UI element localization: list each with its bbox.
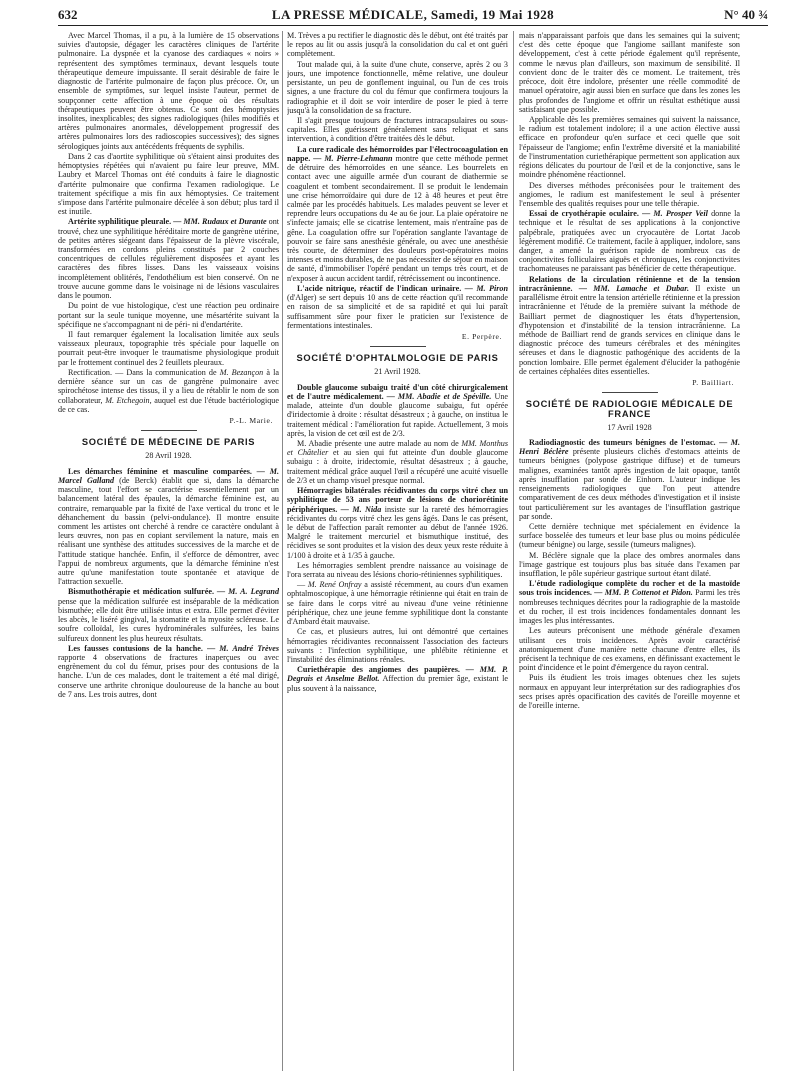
article-entry — [287, 284, 508, 330]
section-heading: SOCIÉTÉ D'OPHTALMOLOGIE DE PARIS — [296, 353, 499, 364]
article-title: Double glaucome subaigu traité d'un côté chirurgicalement et de l'autre médicalement. — [287, 382, 508, 401]
article-entry — [287, 665, 508, 693]
paragraph: Cette dernière technique met spécialement en évidence la surface bosselée des tumeurs et leur base plus ou moins pédiculée (tumeur bénigne) ou large, sessile (tumeurs malignes). — [519, 521, 740, 550]
article-authors: — M. Piron — [464, 283, 508, 293]
column-1 — [58, 31, 279, 1071]
article-title: Radiodiagnostic des tumeurs bénignes de l'estomac. — [529, 437, 716, 447]
separator — [370, 346, 426, 347]
paragraph: Il faut remarquer également la localisation limitée aux seuls vaisseaux pleuraux, topographie très spéciale pour laquelle on pourrait peut-être invoquer le traumatisme physiologique produit par le frottement continuel des 2 feuillets pleuraux. — [58, 330, 279, 367]
article-authors: — M. Pierre-Lehmann — [313, 153, 393, 163]
article-authors: — MM. Rudaux et Durante — [173, 217, 267, 227]
rectification-text: — Dans la communication de — [112, 367, 220, 377]
paragraph: Applicable dès les premières semaines qui suivent la naissance, le radium est totalement indolore; il a une action élective aussi efficace en profondeur qu'en surface et ceci quelle que soit l'épaisseur de l'angiome; enfin l'extrême diversité et la maniabilité de l'instrumentation curiethérapique permettent son application aux régions délicates du pourtour de l'œil et de la conjonctive, sans le moindre phénomène réactionnel. — [519, 114, 740, 180]
paragraph: Dans 2 cas d'aortite syphilitique où s'étaient ainsi produites des hémoptysies répétées qui n'avaient pu faire leur preuve, MM. Laubry et Marcel Thomas ont été conduits à faire le diagnostic d'artérite pulmonaire que confirma l'examen radiologique. Le traitement spécifique a mis fin aux hémoptysies. Ce traitement s'impose dans l'artérite pulmonaire décelée à son début; plus tard il est inutile. — [58, 151, 279, 217]
author-name: M. Bezançon — [219, 367, 264, 377]
article-authors: — MM. P. Degrais et Anselme Bellot. — [287, 665, 508, 684]
article-authors: — M. Marcel Galland — [58, 466, 279, 485]
signature: E. Perpère. — [461, 332, 502, 341]
paragraph: Des diverses méthodes préconisées pour le traitement des angiomes, le radium est manifestement le seul à présenter l'ensemble des qualités requises pour une telle thérapie. — [519, 180, 740, 208]
rectification-note — [58, 368, 279, 414]
paragraph: Tout malade qui, à la suite d'une chute, conserve, après 2 ou 3 jours, une impotence fonctionnelle, même relative, une douleur persistante, un peu de gonflement inguinal, ou l'un de ces trois signes, a une fracture du col du fémur que confirmera toujours la radiographie et il doit se voir interdire de poser le pied à terre jusqu'à la consolidation de sa fracture. — [287, 59, 508, 115]
rectification-text: , auquel est due l'étude bactériologique de ce cas. — [58, 395, 279, 414]
separator — [141, 430, 197, 431]
column-3 — [519, 31, 740, 1071]
paragraph: Puis ils étudient les trois images obtenues chez les sujets normaux en appuyant leur interprétation sur des radiographies d'os secs prises après opacification des cavités de l'oreille moyenne et de l'oreille interne. — [519, 673, 740, 711]
section-date: 17 Avril 1928 — [607, 422, 652, 432]
article-body: (d'Alger) se sert depuis 10 ans de cette réaction qu'il recommande en raison de sa simplicité et de sa rapidité et qui lui paraît suffisamment sûre pour fixer le praticien sur l'existence de fermentations intestinales. — [287, 293, 508, 330]
paragraph-text: M. Abadie présente une autre malade au nom de — [297, 438, 462, 448]
paragraph: M. Béclère signale que la place des ombres anormales dans l'image gastrique est toujours plus bas située dans l'examen par insufflation, le pôle supérieur gastrique surtout étant dilaté. — [519, 550, 740, 579]
column-divider — [513, 31, 514, 1071]
author-name: M. René Onfray — [307, 580, 362, 590]
column-2 — [287, 31, 508, 1071]
author-name: MM. Monthus et Châtelier — [287, 438, 508, 458]
header-rule — [58, 25, 768, 26]
article-title: Relations de la circulation rétinienne et de la tension intracrânienne. — [519, 274, 740, 293]
rectification-text: à la dernière séance sur un cas de gangrène pulmonaire avec spirochétose intense des tissus, il y a lieu de rétablir le nom de son collaborateur, — [58, 367, 279, 405]
article-entry — [287, 145, 508, 283]
article-body: Affection du premier âge, existant le plus souvent à la naissance, — [287, 674, 508, 693]
article-body: présente plusieurs clichés d'estomacs atteints de tumeurs bénignes (polypose gastrique diffuse) et de tumeurs malignes, examinées tantôt après ingestion de lait opaque, tantôt après insufflation par sonde de Einhorn. L'auteur indique les renseignements radiologiques que l'on peut attendre comparativement de ces deux méthodes d'investigation et il insiste tout particulièrement sur les avantages de l'insufflation gastrique par sonde. — [519, 447, 740, 521]
paragraph-text: — — [297, 580, 308, 590]
article-title: La cure radicale des hémorroïdes par l'électrocoagulation en nappe. — [287, 144, 508, 163]
paragraph: Les hémorragies semblent prendre naissance au voisinage de l'ora serrata au niveau des lésions chorio-rétiniennes syphilitiques. — [287, 560, 508, 580]
article-entry — [58, 467, 279, 587]
article-body: Il existe un parallélisme étroit entre la tension artérielle rétinienne et la pression intracrânienne et l'étude de la première suivant la méthode de Bailliart permet de diagnostiquer les états d'hypertension, d'hypotension et d'instabilité de la tension intracrânienne. La méthode de Bailliart rend de grands services en clinique dans le diagnostic précoce des tumeurs cérébrales et des méningites séreuses et dans le diagnostic pathogénique des accidents de la ponction lombaire. Elle permet également d'élucider la pathogénie de certaines céphalées dites essentielles. — [519, 283, 740, 376]
article-entry — [519, 579, 740, 625]
rectification-label: Rectification. — [68, 367, 112, 377]
paragraph-text: et au sien qui fut atteinte d'un double glaucome subaigu : à droite, iridectomie, résultat désastreux ; à gauche, traitement médical grâce auquel l'œil a récupéré une acuité visuelle de 2/3 et un champ visuel presque normal. — [287, 448, 508, 485]
paragraph — [287, 439, 508, 485]
article-entry — [58, 217, 279, 300]
paragraph: mais n'apparaissant parfois que dans les semaines qui la suivent; c'est dès cette époque que l'angiome saillant manifeste son développement, c'est à cette période également qu'il représente, comme le nævus plan d'ailleurs, son maximum de sensibilité. Il convient donc de le traiter dès ce moment. Le traitement, très précoce, doit être indolore, présenter une réelle commodité de manuel opératoire, agir aussi bien en surface que dans les zones les plus profondes de l'angiome et offrir un résultat esthétique aussi satisfaisant que possible. — [519, 31, 740, 114]
article-title: Les démarches féminine et masculine comparées. — [68, 466, 252, 476]
article-entry — [287, 383, 508, 438]
article-entry — [58, 587, 279, 642]
signature: P.-L. Marie. — [229, 415, 273, 425]
page-number: 632 — [58, 7, 78, 22]
article-body: donne la technique et le résultat de ses applications à la conjonctive palpébrale, pratiquées avec un cryocautère de Lortat Jacob légèrement modifié. Ce traitement, facile à appliquer, indolore, sans danger, a amené la guérison rapide de nombreux cas de conjonctivites folliculaires aiguës et chroniques, les conjonctivites trachomateuses ne paraissant pas bénéficier de cette thérapeutique. — [519, 209, 740, 274]
article-body: pense que la médication sulfurée est inséparable de la médication bismuthée; elle doit être utilisée intus et extra. Elle permet d'éviter les abcès, le liséré gingival, la stomatite et la myosite scléreuse. Le soufre colloïdal, les cures hydrominérales sulfurées, les bains sulfureux donnent les plus heureux résultats. — [58, 596, 279, 643]
article-authors: — M. A. Legrand — [217, 587, 279, 597]
article-title: Bismuthothérapie et médication sulfurée. — [68, 587, 215, 597]
paragraph: Du point de vue histologique, c'est une réaction peu ordinaire portant sur la seule tunique moyenne, une mésartérite suivant la spécifique ne s'accompagnant ni de péri- ni d'endartérite. — [58, 301, 279, 329]
article-body: rapporte 4 observations de fractures inaperçues ou avec engrènement du col du fémur, prises pour des contusions de la hanche. L'un de ces malades, dont le traitement a été mal dirigé, conserve une arthrite chronique douloureuse de la hanche au bout de 7 ans. Les trois autres, dont — [58, 653, 279, 699]
article-entry — [519, 209, 740, 274]
article-entry — [519, 275, 740, 376]
article-authors: — M. Henri Béclère — [519, 437, 740, 457]
author-name: M. Etchegoin — [105, 395, 150, 405]
section-date: 21 Avril 1928. — [374, 367, 421, 377]
article-body: montre que cette méthode permet de détruire des hémorroïdes en une séance. Les bourrelets en contact avec une aiguille armée d'un courant de diathermie se coagulent et tombent secondairement. Il se produit le lendemain une crise hémorroïdaire qui dure de 12 à 48 heures et peut être calmée par les procédés habituels. Les malades peuvent se lever et reprendre leurs occupations du 4e au 6e jour. La plaie opératoire ne s'infecte jamais; elle se cicatrise lentement, mais n'entraîne pas de gêne. La coagulation offre sur l'opération sanglante l'avantage de pouvoir se faire sans anesthésie générale, ou avec une anesthésie très courte, de déterminer des douleurs post-opératoires moins intenses et moins durables, de ne pas nécessiter de séjour en maison de santé, d'immobiliser l'opéré pendant un temps très court, et de n'exposer à aucun accident tardif, rétrécissement ou incontinence. — [287, 153, 508, 283]
paragraph: Ce cas, et plusieurs autres, lui ont démontré que certaines hémorragies récidivantes reconnaissent l'association des facteurs suivants : l'infection syphilitique, une phlébite rétinienne et l'instabilité des éliminations rénales. — [287, 627, 508, 664]
article-title: Les fausses contusions de la hanche. — [68, 643, 203, 653]
section-date: 28 Avril 1928. — [145, 451, 192, 461]
paragraph: M. Trèves a pu rectifier le diagnostic dès le début, ont été traités par le repos au lit ou assis jusqu'à la consolidation du cal et ont guéri complètement. — [287, 31, 508, 59]
article-authors: — MM. Lamache et Dubar. — [578, 283, 689, 293]
issue-number: N° 40 ¾ — [724, 7, 768, 22]
signature: P. Bailliart. — [692, 378, 734, 388]
paragraph: Il s'agit presque toujours de fractures intracapsulaires ou sous-capitales. Elles guérissent généralement sans reliquat et sans intervention, à condition d'être traitées dès le début. — [287, 115, 508, 144]
article-title: Artérite syphilitique pleurale. — [68, 217, 172, 227]
article-authors: — M. Prosper Veil — [642, 209, 708, 219]
article-body: Parmi les très nombreuses techniques décrites pour la radiographie de la mastoïde et du rocher, il est trois incidences fondamentales donnant les images les plus intéressantes. — [519, 588, 740, 626]
article-title: L'acide nitrique, réactif de l'indican urinaire. — [297, 283, 462, 293]
section-heading: SOCIÉTÉ DE MÉDECINE DE PARIS — [81, 437, 256, 448]
paragraph — [287, 580, 508, 626]
paragraph: Avec Marcel Thomas, il a pu, à la lumière de 15 observations suivies d'autopsie, dégager les caractères cliniques de l'artérite pulmonaire. La dyspnée et la cyanose des cardiaques « noirs » représentent des symptômes terminaux, devant lesquels toute thérapeutique demeure impuissante. Il serait désirable de faire le diagnostic de l'artérite pulmonaire de façon plus précoce. Or, un ensemble de symptômes, sur lequel insiste l'auteur, permet de soupçonner cette affection à une époque où des résultats thérapeutiques peuvent être obtenus. Ce sont des hémoptysies insolites, inexplicables; des signes radiologiques (hiles modifiés et artères pulmonaires anormales, développement progressif des artères pulmonaires lors des radioscopies successives); des signes sérologiques joints aux antécédents fréquents de syphilis. — [58, 31, 279, 151]
article-title: Curiethérapie des angiomes des paupières. — [297, 665, 460, 675]
article-authors: — M. André Trèves — [207, 643, 279, 653]
article-title: L'étude radiologique complète du rocher et de la mastoïde sous trois incidences. — [519, 579, 740, 598]
paragraph-text: a assisté récemment, au cours d'un examen ophtalmoscopique, à une hémorragie rétinienne qui était en train de se faire dans le corps vitré au niveau d'une veine rétinienne périphérique, chez une jeune femme syphilitique dont la constante d'Ambard était mauvaise. — [287, 580, 508, 627]
article-authors: — MM. Abadie et de Spéville. — [386, 391, 492, 401]
article-entry — [519, 438, 740, 521]
page-header — [58, 4, 768, 26]
article-entry — [287, 486, 508, 560]
journal-title: LA PRESSE MÉDICALE, Samedi, 19 Mai 1928 — [271, 7, 555, 22]
article-body: insiste sur la rareté des hémorragies récidivantes du corps vitré chez les gens âgés. Dans le cas présent, le début de l'affection paraît remonter au début de l'année 1926. Malgré le traitement mercuriel et bismuthique institué, des récidives se sont produites et la vision des deux yeux reste réduite à 1/100 à droite et à 1/35 à gauche. — [287, 504, 508, 560]
article-authors: — M. Nida — [340, 504, 382, 514]
article-title: Hémorragies bilatérales récidivantes du corps vitré chez un syphilitique de 53 ans porteur de lésions de choriorétinite périphériques. — [287, 486, 508, 514]
paragraph: Les auteurs préconisent une méthode générale d'examen utilisant ces trois incidences. Après avoir caractérisé anatomiquement d'une manière nette chacune d'entre elles, ils précisent la technique de ces examens, en définissant exactement le point d'incidence et le point d'émergence du rayon central. — [519, 626, 740, 673]
article-body: Une malade, atteinte d'un double glaucome subaigu, fut opérée d'iridectomie à droite : résultat désastreux ; à gauche, on institua le traitement médical : l'amélioration fut rapide. Actuellement, 3 mois après, la vision de cet œil est de 2/3. — [287, 391, 508, 438]
separator — [602, 392, 658, 393]
article-entry — [58, 644, 279, 699]
column-divider — [282, 31, 283, 1071]
article-body: (de Berck) établit que si, dans la démarche masculine, tout l'effort se caractérise essentiellement par un balancement latéral des épaules, la démarche féminine est, au contraire, remarquable par la fixité de l'axe vertical du tronc et le déhanchement du bassin (pelvi-ondulance). Il montre ensuite comment les artistes ont cherché à rendre ce caractère ondulant à leurs œuvres, non pas en copiant servilement la nature, mais en réalisant une synthèse des attitudes successives de la marche et de l'attitude statique hanchée. Enfin, il s'efforce de démontrer, avec l'appui de nombreux arguments, que la démarche féminine n'est autre qu'une manifestation toute spontanée et atavique de l'attraction sexuelle. — [58, 475, 279, 587]
article-title: Essai de cryothérapie oculaire. — [529, 209, 639, 219]
section-heading: SOCIÉTÉ DE RADIOLOGIE MÉDICALE DE FRANCE — [525, 399, 734, 419]
article-body: ont trouvé, chez une syphilitique héréditaire morte de gangrène utérine, de petites artères siégeant dans l'épaisseur de la plèvre viscérale, transformées en cordons pleins constitués par 2 couches concentriques de cellules régulièrement disposées et ayant les caractères des fibres lisses. Dans les vaisseaux voisins incomplètement oblitérés, l'endothélium est bien conservé. On ne trouve aucune gomme dans le voisinage ni de lésions vasculaires dans le poumon. — [58, 217, 279, 301]
article-authors: — MM. P. Cottenot et Pidon. — [594, 588, 693, 598]
